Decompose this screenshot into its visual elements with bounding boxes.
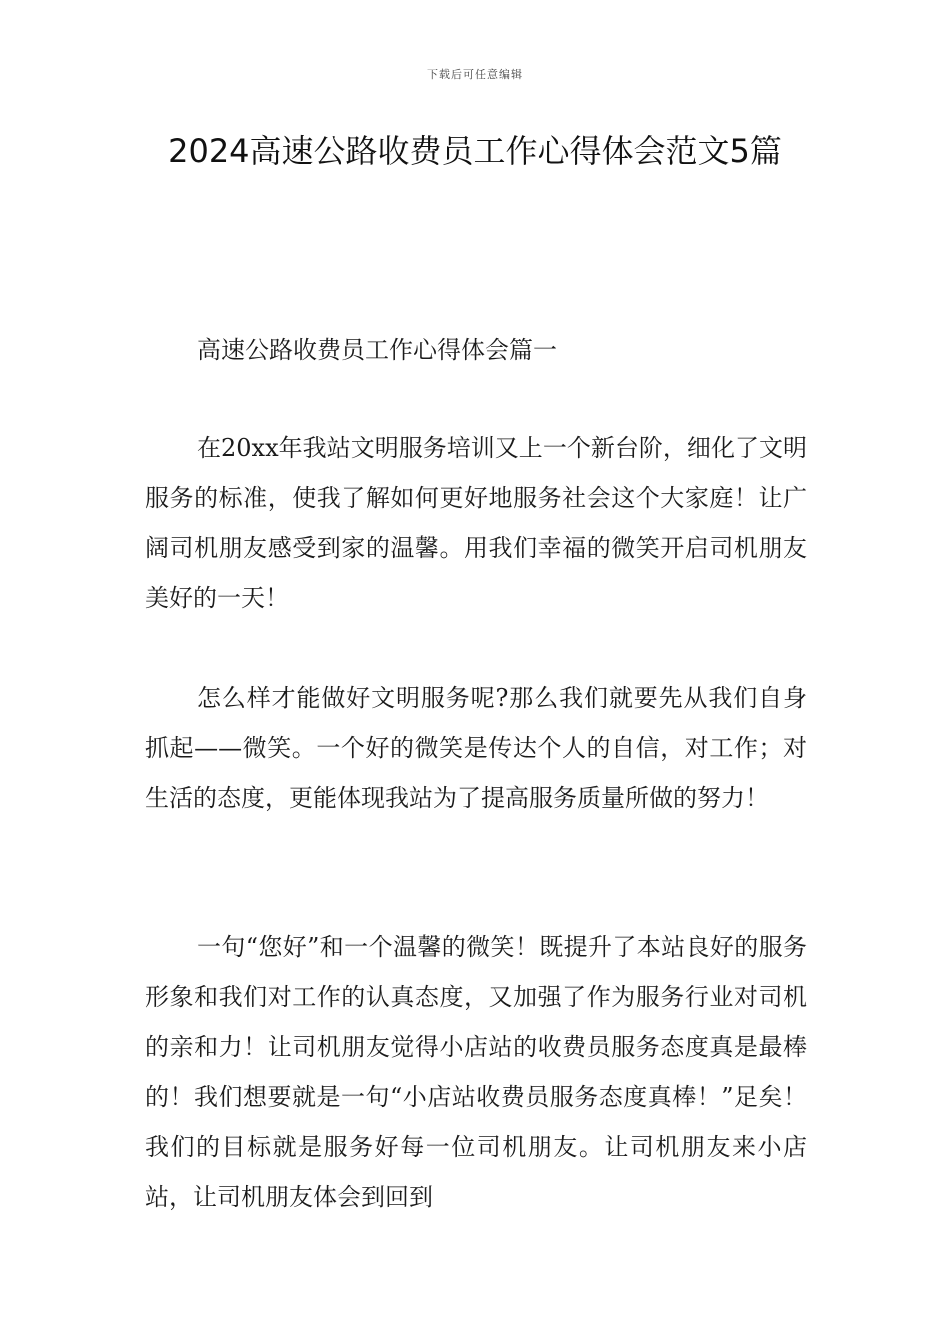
section-heading: 高速公路收费员工作心得体会篇一 [197, 336, 557, 364]
document-title: 2024高速公路收费员工作心得体会范文5篇 [168, 132, 782, 170]
paragraph-1: 在20xx年我站文明服务培训又上一个新台阶，细化了文明服务的标准，使我了解如何更好地服务社会这个大家庭！让广阔司机朋友感受到家的温馨。用我们幸福的微笑开启司机朋友美好的一天！ [145, 434, 807, 612]
paragraph-2: 怎么样才能做好文明服务呢?那么我们就要先从我们自身抓起——微笑。一个好的微笑是传达个人的自信，对工作；对生活的态度，更能体现我站为了提高服务质量所做的努力！ [145, 684, 807, 812]
paragraph-3: 一句“您好”和一个温馨的微笑！既提升了本站良好的服务形象和我们对工作的认真态度，又加强了作为服务行业对司机的亲和力！让司机朋友觉得小店站的收费员服务态度真是最棒的！我们想要就是一句“小店站收费员服务态度真棒！”足矣！我们的目标就是服务好每一位司机朋友。让司机朋友来小店站，让司机朋友体会到回到 [145, 933, 807, 1211]
header-note: 下载后可任意编辑 [427, 68, 523, 81]
